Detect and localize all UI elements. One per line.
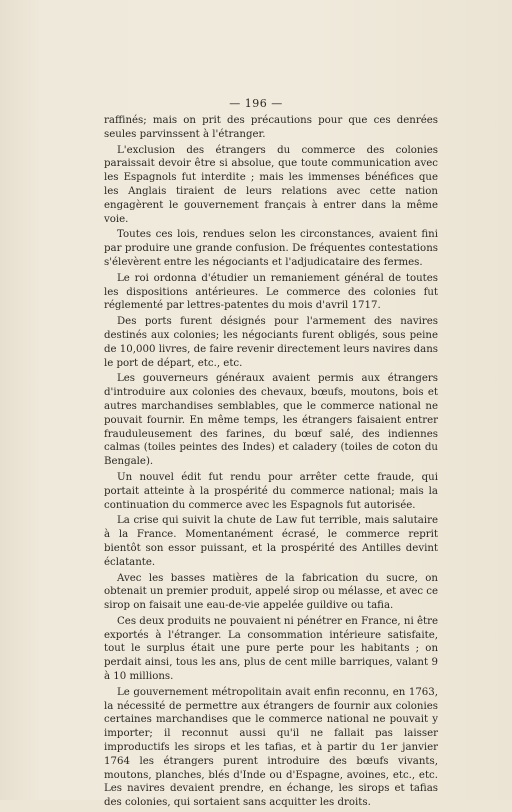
paragraph: L'exclusion des étrangers du commerce des colonies paraissait devoir être si absolue, que toute communication avec les Espagnols fut interdite ; mais les immenses bénéfices que les Anglais tiraient de leurs relations avec cette nation engagèrent le gouvernement français à entrer dans la même voie. (104, 144, 438, 225)
paragraph: raffinés; mais on prit des précautions pour que ces denrées seules parvinssent à l'étranger. (104, 115, 438, 140)
paragraph: Avec les basses matières de la fabrication du sucre, on obtenait un premier produit, appelé sirop ou mélasse, et avec ce sirop on faisait une eau-de-vie appelée guildive ou tafia. (104, 572, 439, 612)
paragraph: Toutes ces lois, rendues selon les circonstances, avaient fini par produire une grande confusion. De fréquentes contestations s'élevèrent entre les négociants et l'adjudicataire des fermes. (104, 229, 438, 268)
paragraph: Le gouvernement métropolitain avait enfin reconnu, en 1763, la nécessité de permettre aux étrangers de fournir aux colonies certaines marchandises que le commerce national ne pouvait y importer; il reconnut aussi qu'il ne fallait pas laisser improductifs les sirops et les tafias, et à partir du 1er janvier 1764 les étrangers purent introduire des bœufs vivants, moutons, planches, blés d'Inde ou d'Espagne, avoines, etc., etc. Les navires devaient prendre, en échange, les sirops et tafias des colonies, qui sortaient sans acquitter les droits. (104, 686, 438, 809)
paragraph: La crise qui suivit la chute de Law fut terrible, mais salutaire à la France. Momentanément écrasé, le commerce reprit bientôt son essor puissant, et la prospérité des Antilles devint éclatante. (104, 515, 438, 568)
body-text (104, 114, 438, 812)
page-number: — 196 — (229, 97, 283, 110)
paragraph: Ces deux produits ne pouvaient ni pénétrer en France, ni être exportés à l'étranger. La consommation intérieure satisfaite, tout le surplus était une pure perte pour les habitants ; on perdait ainsi, tous les ans, plus de cent mille barriques, valant 9 à 10 millions. (104, 615, 438, 683)
paragraph: Les gouverneurs généraux avaient permis aux étrangers d'introduire aux colonies des chevaux, bœufs, moutons, bois et autres marchandises semblables, que le commerce national ne pouvait fournir. En même temps, les étrangers faisaient entrer frauduleusement des farines, du bœuf salé, des indiennes calmas (toiles peintes des Indes) et caladery (toiles de coton du Bengale). (104, 373, 438, 468)
paragraph: Le roi ordonna d'étudier un remaniement général de toutes les dispositions antérieures. Le commerce des colonies fut réglementé par lettres-patentes du mois d'avril 1717. (104, 272, 438, 312)
paragraph: Des ports furent désignés pour l'armement des navires destinés aux colonies; les négociants furent obligés, sous peine de 10,000 livres, de faire revenir directement leurs navires dans le port de départ, etc., etc. (104, 316, 438, 369)
paragraph: Un nouvel édit fut rendu pour arrêter cette fraude, qui portait atteinte à la prospérité du commerce national; mais la continuation du commerce avec les Espagnols fut autorisée. (104, 471, 438, 511)
